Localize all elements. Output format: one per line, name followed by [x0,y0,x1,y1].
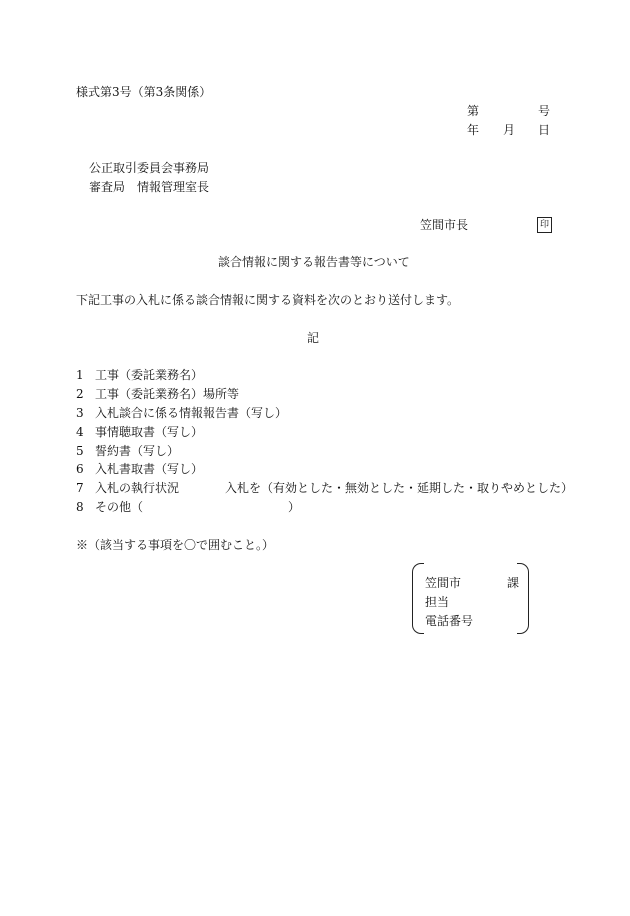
item-text: 入札書取書（写し） [95,462,204,476]
sender-name: 笠間市長 [420,218,469,232]
left-brace [412,563,424,634]
doc-number-prefix: 第 [467,104,480,118]
item-close-paren: ） [288,500,301,514]
item-number: 6 [76,462,84,476]
item-text: 事情聴取書（写し） [95,425,204,439]
contact-dept-prefix: 笠間市 [425,576,462,590]
note: ※（該当する事項を〇で囲むこと。） [76,538,275,552]
contact-phone: 電話番号 [425,614,474,628]
item-number: 2 [76,387,84,401]
item-text: 工事（委託業務名） [95,368,204,382]
date-month: 月 [503,123,516,137]
item-extra: 入札を（有効とした・無効とした・延期した・取りやめとした） [225,481,574,495]
item-text: 誓約書（写し） [95,444,180,458]
item-number: 1 [76,368,84,382]
recipient-line2: 審査局 情報管理室長 [89,180,210,194]
item-number: 4 [76,425,84,439]
seal-mark: 印 [537,217,552,233]
recipient-line1: 公正取引委員会事務局 [89,161,210,175]
item-text: 入札の執行状況 [95,481,180,495]
date-year: 年 [467,123,480,137]
item-number: 8 [76,500,84,514]
item-text: その他（ [95,500,144,514]
body-text: 下記工事の入札に係る談合情報に関する資料を次のとおり送付します。 [76,293,460,307]
item-number: 7 [76,481,84,495]
document-title: 談合情報に関する報告書等について [218,255,410,269]
contact-dept-suffix: 課 [507,576,520,590]
item-number: 3 [76,406,84,420]
doc-number-suffix: 号 [538,104,551,118]
ki-heading: 記 [307,331,320,345]
item-text: 工事（委託業務名）場所等 [95,387,240,401]
right-brace [517,563,529,634]
item-number: 5 [76,444,84,458]
contact-person: 担当 [425,595,450,609]
form-label: 様式第3号（第3条関係） [76,85,212,99]
date-day: 日 [538,123,551,137]
item-text: 入札談合に係る情報報告書（写し） [95,406,288,420]
